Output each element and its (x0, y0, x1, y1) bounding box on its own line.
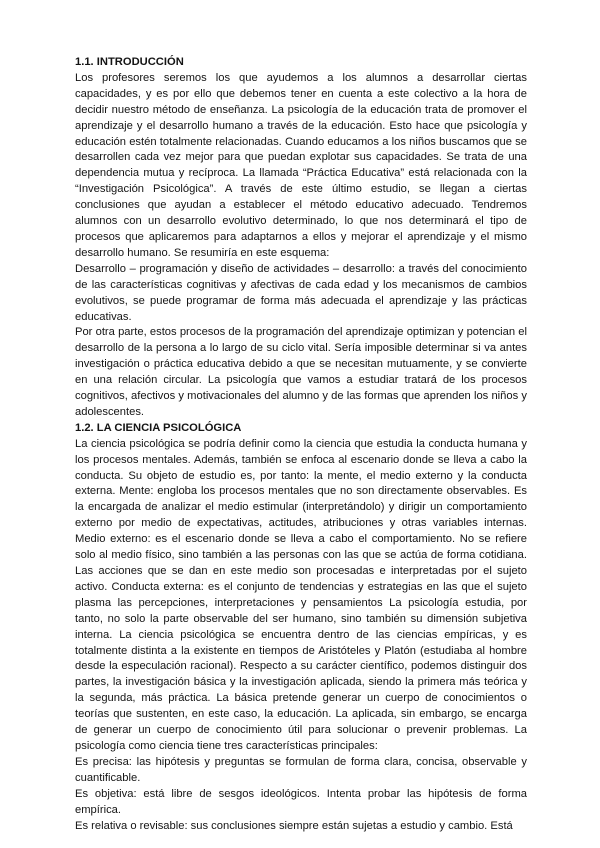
paragraph: Es objetiva: está libre de sesgos ideológicos. Intenta probar las hipótesis de forma empírica. (75, 787, 527, 816)
paragraph: Es precisa: las hipótesis y preguntas se formulan de forma clara, concisa, observable y cuantificable. (75, 755, 527, 784)
section-heading-ciencia-psicologica: 1.2. LA CIENCIA PSICOLÓGICA (75, 421, 242, 434)
paragraph: Es relativa o revisable: sus conclusiones siempre están sujetas a estudio y cambio. Está (75, 819, 513, 832)
section-heading-introduccion: 1.1. INTRODUCCIÓN (75, 56, 184, 68)
paragraph: Por otra parte, estos procesos de la programación del aprendizaje optimizan y potencian el desarrollo de la persona a lo largo de su ciclo vital. Sería imposible determinar si va antes investigación o práctica educativa debido a que se necesitan mutuamente, y se convierte en una relación circular. La psicología que vamos a estudiar tratará de los procesos cognitivos, afectivos y motivacionales del alumno y de las formas que aprenden los niños y adolescentes. (75, 326, 527, 418)
paragraph: Desarrollo – programación y diseño de actividades – desarrollo: a través del conocimiento de las características cognitivas y afectivas de cada edad y los mecanismos de cambios evolutivos, se puede programar de forma más adecuada el aprendizaje y las prácticas educativas. (75, 262, 527, 323)
paragraph: La ciencia psicológica se podría definir como la ciencia que estudia la conducta humana y los procesos mentales. Además, también se enfoca al escenario donde se lleva a cabo la conducta. Su objeto de estudio es, por tanto: la mente, el medio externo y la conducta externa. Mente: engloba los procesos mentales que no son directamente observables. Es la encargada de analizar el medio estimular (interpretándolo) y dirigir un comportamiento externo por medio de expectativas, actitudes, atribuciones y otras variables internas. Medio externo: es el escenario donde se lleva a cabo el comportamiento. No se refiere solo al medio físico, sino también a las personas con las que se actúa de forma cotidiana. Las acciones que se dan en este medio son procesadas e interpretadas por el sujeto activo. Conducta externa: es el conjunto de tendencias y estrategias en las que el sujeto plasma las percepciones, interpretaciones y pensamientos La psicología estudia, por tanto, no solo la parte observable del ser humano, sino también su dimensión subjetiva interna. La ciencia psicológica se encuentra dentro de las ciencias empíricas, y es totalmente distinta a la existente en tiempos de Aristóteles y Platón (estudiaba al hombre desde la especulación racional). Respecto a su carácter científico, podemos distinguir dos partes, la investigación básica y la investigación aplicada, siendo la primera más teórica y la segunda, más práctica. La básica pretende generar un cuerpo de conocimientos o teorías que sustenten, en este caso, la educación. La aplicada, sin embargo, se encarga de generar un cuerpo de conocimiento útil para solucionar o prevenir problemas. La psicología como ciencia tiene tres características principales: (75, 437, 527, 752)
paragraph: Los profesores seremos los que ayudemos a los alumnos a desarrollar ciertas capacidades, y es por ello que debemos tener en cuenta a este colectivo a la hora de decidir nuestro método de enseñanza. La psicología de la educación trata de promover el aprendizaje y el desarrollo humano a través de la educación. Esto hace que psicología y educación estén totalmente relacionadas. Cuando educamos a los niños buscamos que se desarrollen cada vez mejor para que puedan explotar sus capacidades. Se trata de una dependencia mutua y recíproca. La llamada “Práctica Educativa” está relacionada con la “Investigación Psicológica”. A través de este último estudio, se llegan a ciertas conclusiones que ayudan a establecer el método educativo adecuado. Tendremos alumnos con un desarrollo evolutivo determinado, lo que nos determinará el tipo de procesos que aplicaremos para adaptarnos a ellos y mejorar el aprendizaje y el mismo desarrollo humano. Se resumiría en este esquema: (75, 71, 527, 259)
document-page (75, 55, 527, 834)
